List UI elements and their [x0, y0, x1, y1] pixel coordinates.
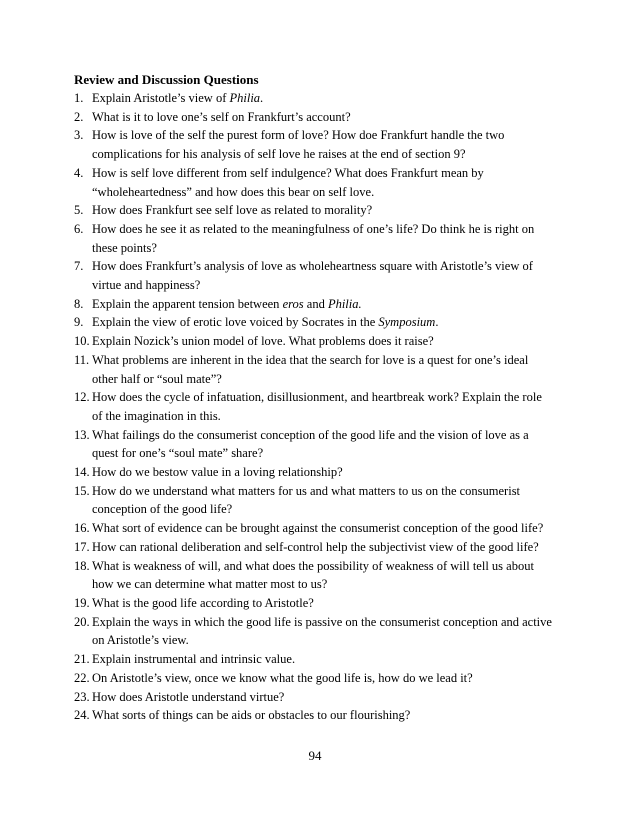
question-item [74, 108, 554, 127]
question-text-run: How does Frankfurt’s analysis of love as wholeheartness square with Aristotle’s view of virtue and happiness? [92, 259, 533, 293]
question-text [92, 428, 529, 461]
question-text [92, 259, 533, 292]
question-item [74, 257, 554, 294]
question-item [74, 220, 554, 257]
question-text-run: How does he see it as related to the meaningfulness of one’s life? Do think he is right on these points? [92, 221, 535, 255]
question-text [92, 315, 438, 329]
question-number: 15. [74, 483, 90, 498]
question-text [92, 166, 484, 199]
question-item [74, 688, 554, 707]
question-text [92, 390, 542, 423]
section-heading: Review and Discussion Questions [74, 72, 259, 87]
question-item [74, 164, 554, 201]
italic-term: Philia [229, 91, 261, 105]
question-text [92, 615, 552, 648]
question-number: 16. [74, 521, 90, 536]
question-number: 12. [74, 390, 90, 405]
question-text-run: Explain the ways in which the good life is passive on the consumerist conception and active on Aristotle’s view. [92, 614, 552, 648]
question-text-run: How is self love different from self indulgence? What does Frankfurt mean by “wholeheartedness” and how does this bear on self love. [92, 165, 484, 199]
question-text [92, 690, 284, 704]
question-text-run: . [260, 91, 264, 105]
question-number: 21. [74, 652, 90, 667]
question-text-run: Explain instrumental and intrinsic value. [92, 652, 296, 667]
italic-term: Symposium [378, 315, 436, 330]
question-text [92, 297, 362, 311]
question-number: 4. [74, 165, 84, 180]
question-item [74, 89, 554, 108]
question-text [92, 334, 434, 348]
question-text-run: How do we understand what matters for us and what matters to us on the consumerist conception of the good life? [92, 483, 521, 517]
question-number: 9. [74, 315, 84, 330]
question-item [74, 669, 554, 688]
question-number: 8. [74, 296, 84, 311]
question-item [74, 594, 554, 613]
question-item [74, 388, 554, 425]
question-number: 24. [74, 708, 90, 723]
question-number: 20. [74, 614, 90, 629]
question-list [74, 89, 554, 725]
question-text-run: What is it to love one’s self on Frankfurt’s account? [92, 109, 351, 124]
question-text-run: What is weakness of will, and what does the possibility of weakness of will tell us about how we can determine what matter most to us? [92, 558, 534, 592]
question-item [74, 519, 554, 538]
question-number: 6. [74, 221, 84, 236]
question-number: 22. [74, 670, 90, 685]
question-number: 10. [74, 334, 90, 349]
question-text-run: How do we bestow value in a loving relationship? [92, 465, 343, 480]
question-text-run: How can rational deliberation and self-control help the subjectivist view of the good life? [92, 539, 539, 554]
page-number: 94 [308, 748, 322, 763]
question-item [74, 538, 554, 557]
question-number: 2. [74, 109, 84, 124]
question-text [92, 222, 534, 255]
question-text-run: How does Aristotle understand virtue? [92, 689, 285, 704]
question-text-run: What failings do the consumerist conception of the good life and the vision of love as a quest for one’s “soul mate” share? [92, 427, 529, 461]
question-text [92, 708, 410, 722]
question-number: 19. [74, 595, 90, 610]
question-item [74, 426, 554, 463]
question-item [74, 313, 554, 332]
question-number: 5. [74, 203, 84, 218]
question-text [92, 110, 351, 124]
question-text-run: On Aristotle’s view, once we know what the good life is, how do we lead it? [92, 670, 473, 685]
question-text [92, 484, 520, 517]
question-text [92, 128, 504, 161]
question-text [92, 465, 343, 479]
question-item [74, 613, 554, 650]
question-text [92, 540, 539, 554]
question-text-run: How does the cycle of infatuation, disillusionment, and heartbreak work? Explain the role of the imagination in this. [92, 390, 542, 423]
question-item [74, 201, 554, 220]
question-text-run: Explain Nozick’s union model of love. What problems does it raise? [92, 334, 434, 349]
question-text-run: What is the good life according to Aristotle? [92, 595, 314, 610]
question-text-run: What problems are inherent in the idea that the search for love is a quest for one’s ideal other half or “soul mate”? [92, 352, 529, 386]
question-text-run: . [435, 315, 439, 330]
question-text-run: Explain Aristotle’s view of [92, 91, 230, 105]
question-item [74, 332, 554, 351]
question-text [92, 596, 314, 610]
question-number: 7. [74, 259, 84, 274]
question-number: 3. [74, 128, 84, 143]
question-number: 11. [74, 352, 90, 367]
question-text-run: How does Frankfurt see self love as related to morality? [92, 203, 373, 218]
italic-term: eros [282, 296, 304, 311]
question-item [74, 650, 554, 669]
question-text [92, 353, 528, 386]
question-text-run: Explain the apparent tension between [92, 296, 283, 311]
question-text [92, 203, 372, 217]
question-text-run: Explain the view of erotic love voiced by Socrates in the [92, 315, 379, 330]
question-text-run: What sort of evidence can be brought against the consumerist conception of the good life? [92, 521, 544, 536]
question-item [74, 295, 554, 314]
question-number: 14. [74, 465, 90, 480]
question-number: 13. [74, 427, 90, 442]
question-text-run: How is love of the self the purest form of love? How doe Frankfurt handle the two complications for his analysis of self love he raises at the end of section 9? [92, 128, 505, 162]
question-item [74, 706, 554, 725]
question-text-run: and [303, 296, 328, 311]
question-number: 1. [74, 91, 84, 105]
question-item [74, 351, 554, 388]
question-text-run: What sorts of things can be aids or obstacles to our flourishing? [92, 708, 411, 723]
question-number: 17. [74, 539, 90, 554]
question-text [92, 559, 534, 592]
question-number: 23. [74, 689, 90, 704]
question-item [74, 557, 554, 594]
question-text [92, 671, 473, 685]
italic-term: Philia. [327, 296, 362, 311]
question-item [74, 482, 554, 519]
question-item [74, 126, 554, 163]
question-number: 18. [74, 558, 90, 573]
question-item [74, 463, 554, 482]
question-text [92, 521, 543, 535]
question-text [92, 652, 295, 666]
question-text [92, 91, 263, 105]
